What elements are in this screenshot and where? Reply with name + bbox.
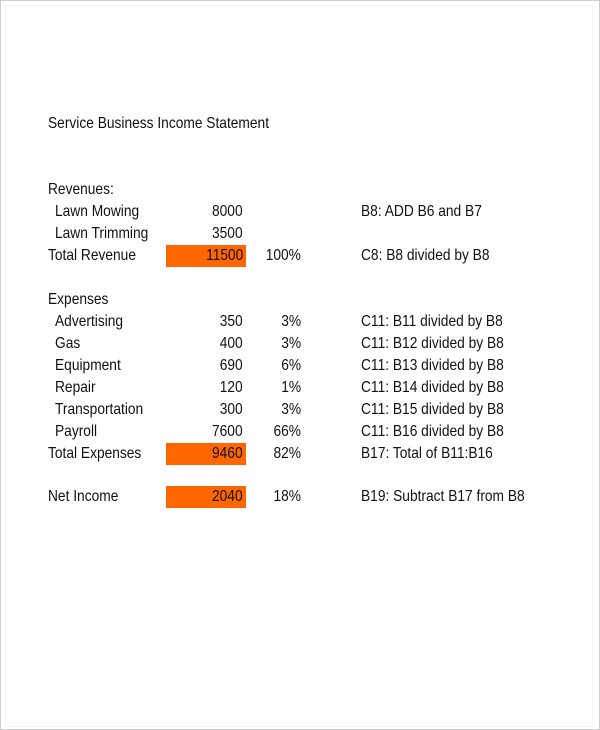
row-label: Advertising [55,313,124,330]
net-income-row [0,486,600,508]
row-label: Lawn Trimming [55,225,149,242]
row-note: C11: B14 divided by B8 [361,379,504,396]
revenues-heading: Revenues: [48,181,114,198]
row-label: Equipment [55,357,121,374]
row-amount: 350 [220,313,243,330]
row-amount: 9460 [212,445,243,462]
row-percent: 66% [273,423,301,440]
row-note: C11: B13 divided by B8 [361,357,504,374]
row-percent: 100% [265,247,301,264]
row-amount: 400 [220,335,243,352]
document-title: Service Business Income Statement [48,115,270,132]
row-amount: 120 [220,379,243,396]
row-amount: 300 [220,401,243,418]
row-percent: 82% [273,445,301,462]
row-amount: 2040 [212,488,243,505]
row-note: C11: B12 divided by B8 [361,335,504,352]
expense-row-repair [0,377,600,399]
row-label: Transportation [55,401,144,418]
expense-row-equipment [0,355,600,377]
total-expenses-row [0,443,600,465]
row-percent: 3% [281,313,301,330]
revenue-row-lawn-mowing [0,201,600,223]
row-label: Net Income [48,488,119,505]
row-amount: 8000 [212,203,243,220]
row-percent: 6% [281,357,301,374]
total-revenue-row [0,245,600,267]
row-percent: 3% [281,335,301,352]
expenses-heading: Expenses [48,291,109,308]
row-amount: 3500 [212,225,243,242]
row-percent: 3% [281,401,301,418]
row-note: C11: B16 divided by B8 [361,423,504,440]
revenue-row-lawn-trimming [0,223,600,245]
row-label: Total Revenue [48,247,136,264]
row-note: C8: B8 divided by B8 [361,247,490,264]
row-amount: 11500 [205,247,243,264]
row-amount: 690 [220,357,243,374]
expense-row-gas [0,333,600,355]
row-label: Total Expenses [48,445,142,462]
row-note: B19: Subtract B17 from B8 [361,488,525,505]
row-note: C11: B11 divided by B8 [361,313,503,330]
row-percent: 18% [273,488,301,505]
row-label: Lawn Mowing [55,203,140,220]
row-percent: 1% [281,379,301,396]
row-label: Repair [55,379,96,396]
row-label: Gas [55,335,81,352]
expense-row-payroll [0,421,600,443]
row-amount: 7600 [212,423,243,440]
row-note: C11: B15 divided by B8 [361,401,504,418]
row-note: B8: ADD B6 and B7 [361,203,482,220]
expense-row-advertising [0,311,600,333]
row-note: B17: Total of B11:B16 [361,445,493,462]
row-label: Payroll [55,423,98,440]
expense-row-transportation [0,399,600,421]
